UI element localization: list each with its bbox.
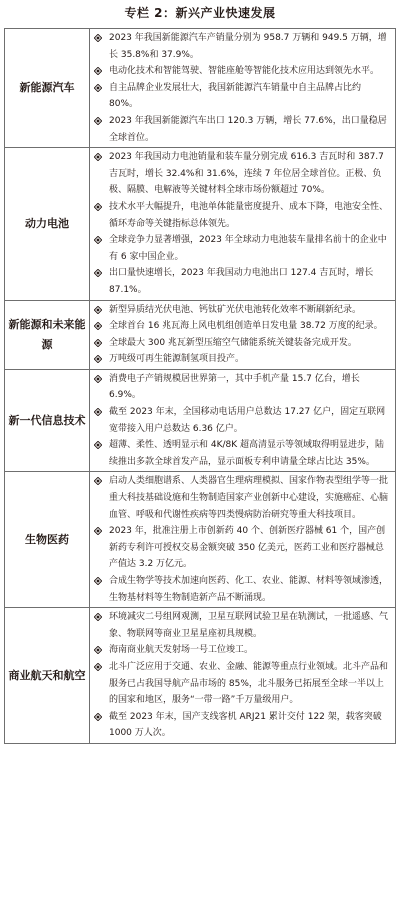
diamond-bullet-icon (94, 203, 102, 211)
list-item-text: 电动化技术和智能驾驶、智能座舱等智能化技术应用达到领先水平。 (109, 66, 380, 77)
diamond-bullet-icon (94, 306, 102, 314)
list-item-text: 全球最大 300 兆瓦新型压缩空气储能系统关键装备完成开发。 (109, 337, 357, 348)
list-item (94, 473, 391, 523)
list-item-text: 出口量快速增长，2023 年我国动力电池出口 127.4 吉瓦时，增长 87.1%。 (109, 268, 374, 295)
list-item (94, 80, 391, 113)
section-name: 新能源和未来能源 (5, 300, 90, 369)
diamond-bullet-icon (94, 322, 102, 330)
section-row (5, 300, 396, 369)
section-name: 动力电池 (5, 148, 90, 300)
list-item-text: 2023 年我国新能源汽车出口 120.3 万辆，增长 77.6%，出口量稳居全球首位。 (109, 115, 387, 143)
diamond-bullet-icon (94, 577, 102, 585)
section-items (90, 608, 396, 744)
list-item-text: 超薄、柔性、透明显示和 4K/8K 超高清显示等领域取得明显进步，陆续推出多款全球首发产品，显示面板专利申请量全球占比达 35%。 (109, 440, 385, 467)
list-item (94, 113, 391, 146)
list-item (94, 318, 391, 335)
list-item (94, 265, 391, 298)
list-item-text: 消费电子产销规模居世界第一，其中手机产量 15.7 亿台，增长 6.9%。 (109, 373, 360, 401)
list-item-text: 海南商业航天发射场一号工位竣工。 (109, 645, 254, 656)
list-item (94, 404, 391, 437)
list-item (94, 149, 391, 199)
section-items (90, 369, 396, 472)
diamond-bullet-icon (94, 34, 102, 42)
list-item-text: 环境减灾二号组网观测，卫星互联网试验卫星在轨测试，一批遥感、气象、物联网等商业卫星星座初具规模。 (109, 612, 389, 639)
list-item-text: 全球竞争力显著增强，2023 年全球动力电池装车量排名前十的企业中有 6 家中国企业。 (109, 235, 387, 262)
list-item (94, 609, 391, 642)
industry-table (4, 28, 396, 744)
list-item-text: 新型异质结光伏电池、钙钛矿光伏电池转化效率不断刷新纪录。 (109, 304, 362, 315)
list-item (94, 302, 391, 319)
diamond-bullet-icon (94, 663, 102, 671)
list-item (94, 709, 391, 742)
list-item (94, 30, 391, 63)
section-name: 新一代信息技术 (5, 369, 90, 472)
list-item (94, 63, 391, 80)
section-items (90, 300, 396, 369)
section-name: 新能源汽车 (5, 29, 90, 148)
section-row (5, 608, 396, 744)
list-item-text: 万吨级可再生能源制氢项目投产。 (109, 354, 245, 365)
diamond-bullet-icon (94, 67, 102, 75)
diamond-bullet-icon (94, 84, 102, 92)
list-item (94, 351, 391, 368)
list-item-text: 2023 年我国新能源汽车产销量分别为 958.7 万辆和 949.5 万辆，增长 35.8%和 37.9%。 (109, 33, 387, 60)
list-item (94, 437, 391, 470)
diamond-bullet-icon (94, 477, 102, 485)
list-item (94, 199, 391, 232)
section-items (90, 148, 396, 300)
section-row (5, 472, 396, 608)
diamond-bullet-icon (94, 408, 102, 416)
section-items (90, 472, 396, 608)
list-item (94, 573, 391, 606)
section-row (5, 369, 396, 472)
list-item (94, 523, 391, 573)
list-item-text: 全球首台 16 兆瓦海上风电机组创造单日发电量 38.72 万度的纪录。 (109, 321, 383, 332)
list-item-text: 合成生物学等技术加速向医药、化工、农业、能源、材料等领域渗透，生物基材料等生物制造新产品不断涌现。 (109, 576, 389, 603)
diamond-bullet-icon (94, 339, 102, 347)
section-row (5, 29, 396, 148)
list-item-text: 启动人类细胞谱系、人类器官生理病理模拟、国家作物表型组学等一批重大科技基础设施和生物制造国家产业创新中心建设，实施癌症、心脑血管、呼吸和代谢性疾病等四类慢病防治研究等重大科技项目。 (109, 476, 389, 520)
list-item (94, 335, 391, 352)
list-item (94, 642, 391, 659)
list-item-text: 截至 2023 年末，全国移动电话用户总数达 17.27 亿户，固定互联网宽带接入用户总数达 6.36 亿户。 (109, 407, 386, 434)
list-item (94, 659, 391, 709)
diamond-bullet-icon (94, 646, 102, 654)
diamond-bullet-icon (94, 355, 102, 363)
list-item (94, 232, 391, 265)
diamond-bullet-icon (94, 269, 102, 277)
section-items (90, 29, 396, 148)
list-item (94, 371, 391, 404)
section-name: 生物医药 (5, 472, 90, 608)
diamond-bullet-icon (94, 236, 102, 244)
list-item-text: 北斗广泛应用于交通、农业、金融、能源等重点行业领域。北斗产品和服务已占我国导航产品市场的 85%，北斗服务已拓展至全球一半以上的国家和地区，服务“一带一路”千万量级用户。 (109, 661, 389, 706)
section-name: 商业航天和航空 (5, 608, 90, 744)
diamond-bullet-icon (94, 613, 102, 621)
box-title: 专栏 2：新兴产业快速发展 (124, 6, 276, 20)
list-item-text: 自主品牌企业发展壮大，我国新能源汽车销量中自主品牌占比约 80%。 (109, 82, 362, 110)
diamond-bullet-icon (94, 375, 102, 383)
list-item-text: 技术水平大幅提升，电池单体能量密度提升、成本下降，电池安全性、循环寿命等关键指标总体领先。 (109, 201, 389, 229)
diamond-bullet-icon (94, 117, 102, 125)
list-item-text: 2023 年我国动力电池销量和装车量分别完成 616.3 吉瓦时和 387.7 吉瓦时，增长 32.4%和 31.6%，连续 7 年位居全球首位。正极、负极、隔膜、电解液等关键材料全球市场份额超过 70%。 (109, 152, 384, 196)
list-item-text: 截至 2023 年末，国产支线客机 ARJ21 累计交付 122 架，载客突破 1000 万人次。 (109, 711, 382, 739)
diamond-bullet-icon (94, 527, 102, 535)
section-row (5, 148, 396, 300)
diamond-bullet-icon (94, 153, 102, 161)
diamond-bullet-icon (94, 441, 102, 449)
list-item-text: 2023 年，批准注册上市创新药 40 个、创新医疗器械 61 个，国产创新药专利许可授权交易金额突破 350 亿美元，医药工业和医疗器械总产值达 3.2 万亿元。 (109, 526, 386, 570)
diamond-bullet-icon (94, 713, 102, 721)
